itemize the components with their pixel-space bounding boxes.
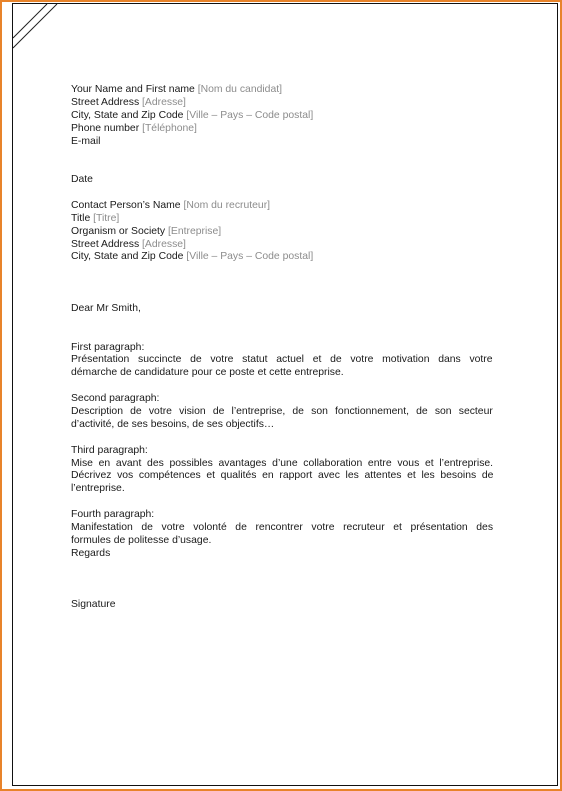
paragraph-line: Manifestation de votre volonté de rencontrer votre recruteur et présentation des [71, 522, 494, 534]
sender-city-line [71, 110, 493, 123]
recipient-organism-line [71, 226, 493, 239]
recipient-title-label: Title [71, 212, 91, 224]
recipient-title-placeholder: [Titre] [93, 212, 120, 224]
signature: Signature [71, 599, 116, 611]
paragraph-3 [71, 445, 493, 497]
sender-email-line [71, 136, 493, 149]
recipient-organism-label: Organism or Society [71, 225, 166, 237]
recipient-street-label: Street Address [71, 238, 140, 250]
sender-city-label: City, State and Zip Code [71, 109, 184, 121]
sender-city-placeholder: [Ville – Pays – Code postal] [186, 109, 314, 121]
sender-phone-line [71, 123, 493, 136]
recipient-block [71, 200, 493, 264]
paragraph-heading: Second paragraph: [71, 393, 160, 405]
letter-page [12, 3, 558, 786]
sender-name-line [71, 84, 493, 97]
recipient-organism-placeholder: [Entreprise] [168, 225, 222, 237]
sender-street-label: Street Address [71, 96, 140, 108]
sender-phone-placeholder: [Téléphone] [142, 122, 197, 134]
paragraph-heading: Third paragraph: [71, 444, 148, 456]
recipient-street-line [71, 239, 493, 252]
sender-name-label: Your Name and First name [71, 84, 195, 95]
paragraph-heading: First paragraph: [71, 341, 145, 353]
recipient-city-placeholder: [Ville – Pays – Code postal] [186, 251, 314, 263]
paragraph-line: Décrivez vos compétences et qualités en rapport avec les attentes et les besoins de [71, 470, 494, 482]
closing: Regards [71, 547, 111, 559]
paragraph-line: d’activité, de ses besoins, de ses objectifs… [71, 418, 275, 430]
recipient-city-line [71, 251, 493, 264]
paragraph-line: Mise en avant des possibles avantages d’une collaboration entre vous et l’entreprise. [71, 457, 494, 469]
sender-email-label: E-mail [71, 135, 101, 147]
paragraph-line: l’entreprise. [71, 483, 125, 495]
salutation: Dear Mr Smith, [71, 302, 141, 314]
paragraph-line: démarche de candidature pour ce poste et cette entreprise. [71, 367, 344, 379]
sender-phone-label: Phone number [71, 122, 140, 134]
sender-street-placeholder: [Adresse] [142, 96, 186, 108]
recipient-contact-label: Contact Person’s Name [71, 199, 181, 211]
recipient-city-label: City, State and Zip Code [71, 251, 184, 263]
paragraph-line: Description de votre vision de l’entreprise, de son fonctionnement, de son secteur [71, 406, 493, 417]
recipient-street-placeholder: [Adresse] [142, 238, 186, 250]
date-line [71, 174, 493, 187]
date-label: Date [71, 174, 93, 186]
sender-street-line [71, 97, 493, 110]
letter-body [71, 84, 493, 612]
recipient-contact-line [71, 200, 493, 213]
sender-block [71, 84, 493, 148]
paragraph-line: formules de politesse d’usage. [71, 534, 212, 546]
recipient-contact-placeholder: [Nom du recruteur] [183, 199, 271, 211]
sender-name-placeholder: [Nom du candidat] [197, 84, 283, 95]
paragraph-2 [71, 393, 493, 432]
corner-mark-icon [13, 4, 83, 64]
recipient-title-line [71, 213, 493, 226]
paragraph-heading: Fourth paragraph: [71, 509, 155, 521]
paragraph-1 [71, 342, 493, 381]
paragraph-line: Présentation succincte de votre statut actuel et de votre motivation dans votre [71, 354, 493, 366]
paragraph-4 [71, 509, 493, 548]
